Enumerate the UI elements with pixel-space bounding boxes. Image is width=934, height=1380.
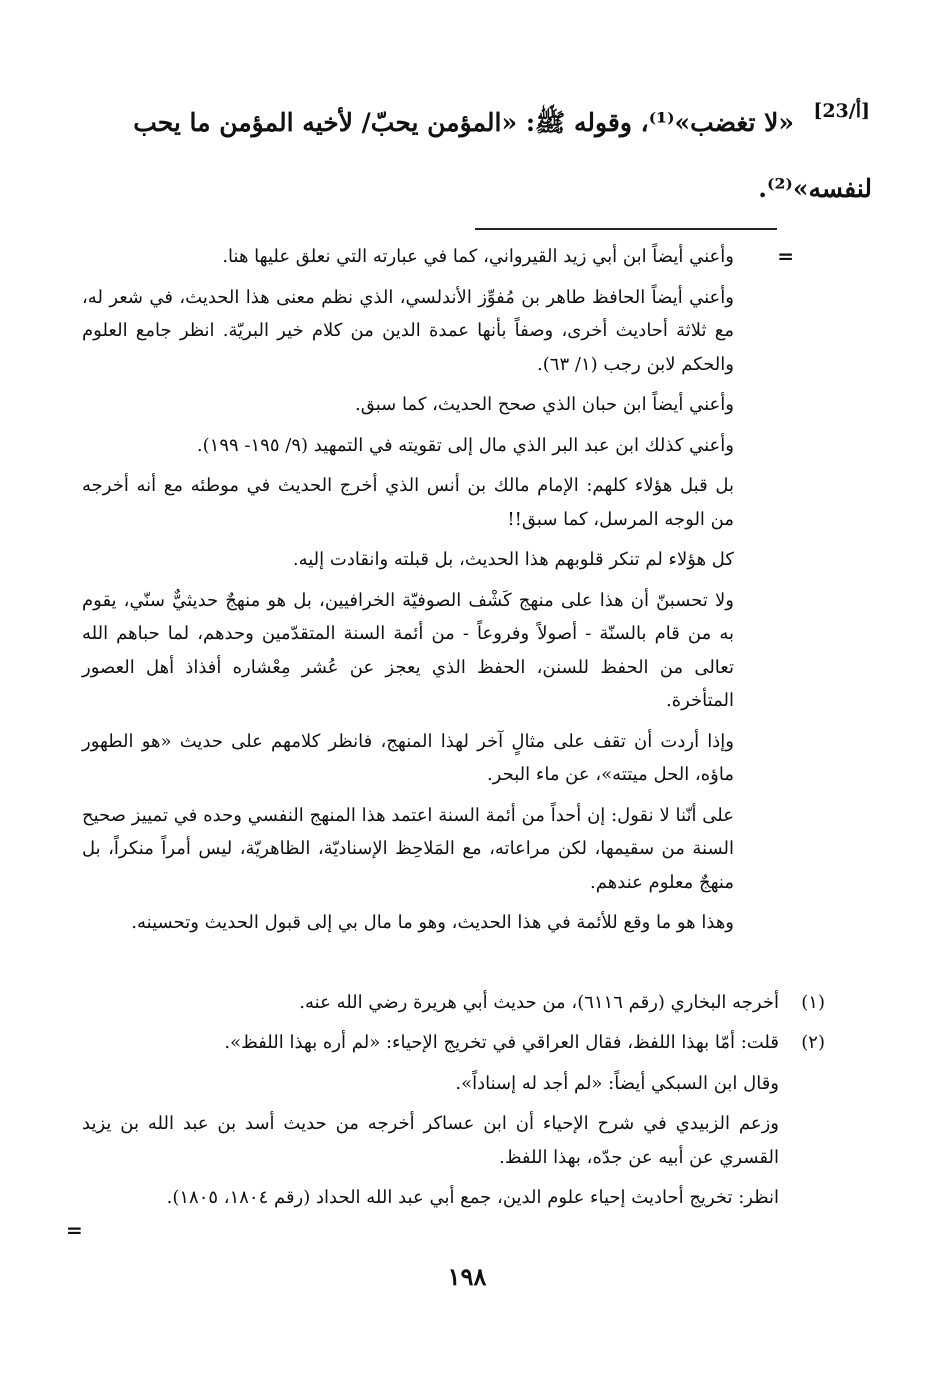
footnote-paragraph: وإذا أردت أن تقف على مثالٍ آخر لهذا المنهج، فانظر كلامهم على حديث «هو الطهور ماؤه، الحل ميتته»، عن ماء البحر. <box>82 730 734 785</box>
footnote-1 <box>82 986 825 1027</box>
footnote-paragraph: وأعني كذلك ابن عبد البر الذي مال إلى تقويته في التمهيد (٩/ ١٩٥- ١٩٩). <box>196 434 734 456</box>
footnote-paragraph: أخرجه البخاري (رقم ٦١١٦)، من حديث أبي هريرة رضي الله عنه. <box>299 992 779 1013</box>
footnote-paragraph: وأعني أيضاً ابن حبان الذي صحح الحديث، كما سبق. <box>354 394 734 415</box>
footnote-paragraph: وقال ابن السبكي أيضاً: «لم أجد له إسناداً». <box>455 1072 779 1094</box>
footnote-paragraph: وزعم الزبيدي في شرح الإحياء أن ابن عساكر أخرجه من حديث أسد بن عبد الله بن يزيد القسري عن أبيه عن جدّه، بهذا اللفظ. <box>82 1113 779 1168</box>
footnote-paragraph: كل هؤلاء لم تنكر قلوبهم هذا الحديث، بل قبلته وانقادت إليه. <box>292 549 734 570</box>
footnote-paragraph: قلت: أمّا بهذا اللفظ، فقال العراقي في تخريج الإحياء: «لم أره بهذا اللفظ». <box>224 1032 779 1053</box>
footnote-paragraph: انظر: تخريج أحاديث إحياء علوم الدين، جمع أبي عبد الله الحداد (رقم ١٨٠٤، ١٨٠٥). <box>166 1187 779 1208</box>
continued-footnote <box>82 240 734 947</box>
main-text-line: «لا تغضب»⁽¹⁾، وقوله ﷺ: «المؤمن يحبّ/ لأخيه المؤمن ما يحب <box>133 108 794 137</box>
footnote-paragraph: وأعني أيضاً ابن أبي زيد القيرواني، كما في عبارته التي نعلق عليها هنا. <box>222 246 734 267</box>
main-text-line: لنفسه»⁽²⁾. <box>758 174 872 203</box>
footnote-paragraph: وهذا هو ما وقع للأئمة في هذا الحديث، وهو ما مال بي إلى قبول الحديث وتحسينه. <box>131 912 734 933</box>
footnote-number: (١) <box>801 992 825 1013</box>
footnote-paragraph: على أنّنا لا نقول: إن أحداً من أئمة السنة اعتمد هذا المنهج النفسي وحده في تمييز صحيح السنة من سقيمها، لكن مراعاته، مع المَلاحِظ الإسناديّة، الظاهريّة، ليس أمراً منكراً، بل منهجٌ معلوم عندهم. <box>82 804 734 893</box>
footnote-paragraph: ولا تحسبنّ أن هذا على منهج كَشْف الصوفيّة الخرافيين، بل هو منهجٌ حديثيٌّ سنّي، يقوم به من قام بالسنّة - أصولاً وفروعاً - من أئمة السنة المتقدّمين وحدهم، لما حباهم الله تعالى من الحفظ للسنن، الحفظ الذي يعجز عن عُشر مِعْشاره أفذاذ أهل العصور المتأخرة. <box>82 589 734 711</box>
continuation-mark: = <box>66 1218 83 1242</box>
main-text <box>90 92 872 220</box>
footnote-number: (٢) <box>801 1032 825 1053</box>
footnote-paragraph: وأعني أيضاً الحافظ طاهر بن مُفوِّز الأندلسي، الذي نظم معنى هذا الحديث، في شعر له، مع ثلاثة أحاديث أخرى، وصفاً بأنها عمدة الدين من كلام خير البريّة. انظر جامع العلوم والحكم لابن رجب (١/ ٦٣). <box>82 286 734 375</box>
continuation-mark: = <box>777 244 794 268</box>
footnote-separator <box>475 228 777 230</box>
page-number: ١٩٨ <box>447 1262 487 1291</box>
footnote-2 <box>82 1026 825 1222</box>
folio-marker: [23/أ] <box>813 100 870 122</box>
footnote-paragraph: بل قبل هؤلاء كلهم: الإمام مالك بن أنس الذي أخرج الحديث في موطئه مع أنه أخرجه من الوجه المرسل، كما سبق!! <box>82 475 734 530</box>
